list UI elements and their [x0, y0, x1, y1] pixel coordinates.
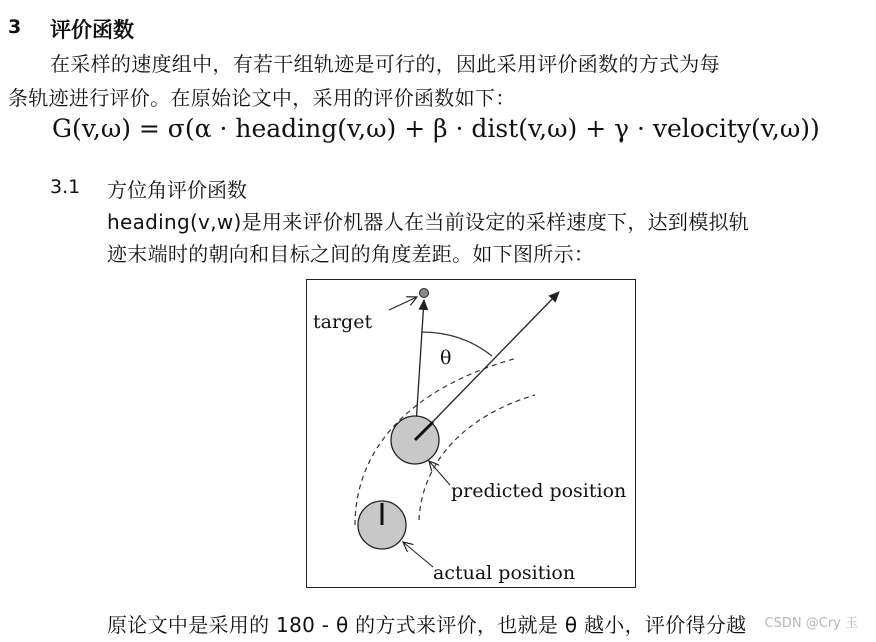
- target-point: [420, 289, 429, 298]
- paragraph2-line1: heading(v,w)是用来评价机器人在当前设定的采样速度下，达到模拟轨: [107, 210, 750, 234]
- theta-arc: [421, 332, 492, 356]
- evaluation-formula: G(v,ω) = σ(α · heading(v,ω) + β · dist(v,ω) + γ · velocity(v,ω)): [52, 114, 820, 143]
- paragraph1-line1: 在采样的速度组中，有若干组轨迹是可行的，因此采用评价函数的方式为每: [50, 52, 720, 76]
- theta-label: θ: [440, 347, 452, 369]
- heading-arrow: [415, 292, 559, 440]
- paragraph2-line2: 迹末端时的朝向和目标之间的角度差距。如下图所示：: [107, 242, 595, 266]
- target-label: target: [313, 311, 373, 333]
- target-pointer: [389, 297, 417, 310]
- predicted-position-label: predicted position: [451, 480, 627, 502]
- actual-pointer: [403, 542, 433, 567]
- paragraph3: 原论文中是采用的 180 - θ 的方式来评价，也就是 θ 越小，评价得分越: [107, 613, 747, 637]
- watermark: CSDN @Cry 玉: [764, 616, 858, 631]
- paragraph1-line2: 条轨迹进行评价。在原始论文中，采用的评价函数如下：: [8, 86, 516, 110]
- subsection-number: 3.1: [50, 176, 81, 198]
- heading-diagram: [306, 279, 636, 588]
- section-title: 评价函数: [50, 18, 134, 42]
- actual-position-label: actual position: [433, 562, 576, 584]
- subsection-title: 方位角评价函数: [107, 178, 247, 202]
- predicted-pointer: [429, 461, 450, 485]
- section-number: 3: [8, 16, 22, 38]
